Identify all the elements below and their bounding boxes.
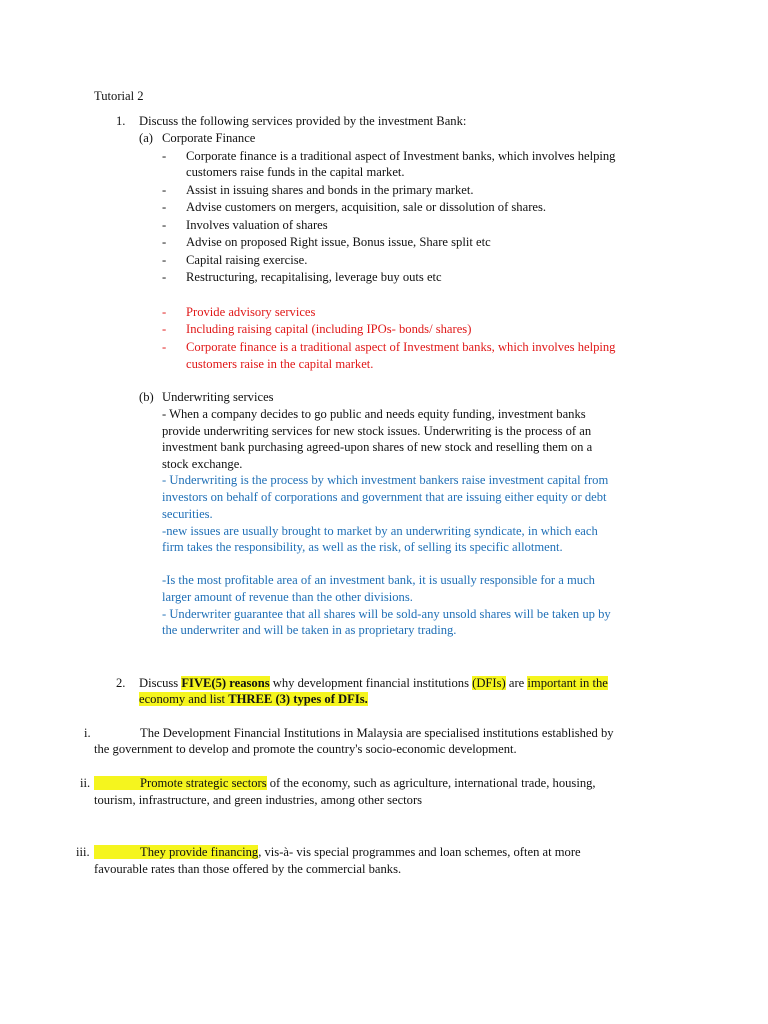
bullet-text: Advise customers on mergers, acquisition, sale or dissolution of shares. — [186, 200, 547, 214]
answer-ii-line2: tourism, infrastructure, and green industries, among other sectors — [94, 793, 423, 807]
bullet-text: Advise on proposed Right issue, Bonus issue, Share split etc — [186, 235, 491, 249]
doc-title: Tutorial 2 — [94, 89, 144, 103]
q1-number: 1. — [116, 114, 126, 128]
bullet-text: Restructuring, recapitalising, leverage buy outs etc — [186, 270, 442, 284]
answer-iii-line2: favourable rates than those offered by the commercial banks. — [94, 862, 402, 876]
answer-ii-highlight: Promote strategic sectors — [94, 776, 267, 790]
bullet-dash: - — [162, 305, 167, 319]
answer-iii-line1: They provide financing, vis-à- vis special programmes and loan schemes, often at more — [94, 844, 581, 860]
para-line: stock exchange. — [162, 457, 243, 471]
bullet-dash: - — [162, 218, 167, 232]
para-line-blue: -new issues are usually brought to market by an underwriting syndicate, in which each — [162, 524, 598, 538]
bullet-dash: - — [162, 200, 167, 214]
para-line-blue: the underwriter and will be taken in as proprietary trading. — [162, 623, 457, 637]
q1a-label: (a) — [139, 131, 153, 145]
para-line-blue: -Is the most profitable area of an investment bank, it is usually responsible for a much — [162, 573, 595, 587]
q2-text-line1: Discuss FIVE(5) reasons why development financial institutions (DFIs) are important in the — [139, 676, 608, 690]
bullet-dash: - — [162, 149, 167, 163]
bullet-dash: - — [162, 183, 167, 197]
q1b-label: (b) — [139, 390, 154, 404]
bullet-dash: - — [162, 253, 167, 267]
para-line: - When a company decides to go public and needs equity funding, investment banks — [162, 407, 586, 421]
bullet-text-red: Including raising capital (including IPOs- bonds/ shares) — [186, 322, 472, 336]
q2-text-line2: economy and list THREE (3) types of DFIs. — [139, 692, 368, 706]
q2-number: 2. — [116, 676, 126, 690]
answer-ii-number: ii. — [80, 776, 91, 790]
q2-highlight-five-reasons: FIVE(5) reasons — [181, 676, 270, 690]
para-line-blue: investors on behalf of corporations and government that are issuing either equity or debt — [162, 490, 607, 504]
bullet-dash: - — [162, 270, 167, 284]
bullet-text: customers raise funds in the capital market. — [186, 165, 405, 179]
answer-i-line2: the government to develop and promote the country's socio-economic development. — [94, 742, 517, 756]
bullet-text-red: customers raise in the capital market. — [186, 357, 374, 371]
para-line-blue: firm takes the responsibility, as well as the risk, of selling its specific allotment. — [162, 540, 563, 554]
q2-highlight-dfis: (DFIs) — [472, 676, 506, 690]
para-line-blue: - Underwriter guarantee that all shares will be sold-any unsold shares will be taken up by — [162, 607, 611, 621]
bullet-text: Assist in issuing shares and bonds in the primary market. — [186, 183, 474, 197]
bullet-text-red: Corporate finance is a traditional aspect of Investment banks, which involves helping — [186, 340, 616, 354]
q1a-heading: Corporate Finance — [162, 131, 256, 145]
bullet-text: Capital raising exercise. — [186, 253, 308, 267]
answer-iii-highlight: They provide financing — [94, 845, 258, 859]
answer-i-number: i. — [84, 726, 91, 740]
answer-i-line1: The Development Financial Institutions in Malaysia are specialised institutions established by — [140, 726, 614, 740]
para-line-blue: securities. — [162, 507, 213, 521]
q1-text: Discuss the following services provided by the investment Bank: — [139, 114, 467, 128]
q2-highlight-important: important in the — [527, 676, 608, 690]
q2-highlight-three-types: THREE (3) types of DFIs. — [228, 692, 368, 706]
answer-iii-number: iii. — [76, 845, 90, 859]
bullet-dash: - — [162, 340, 167, 354]
para-line-blue: larger amount of revenue than the other divisions. — [162, 590, 413, 604]
para-line: investment bank purchasing agreed-upon shares of new stock and reselling them on a — [162, 440, 593, 454]
para-line-blue: - Underwriting is the process by which investment bankers raise investment capital from — [162, 473, 609, 487]
q1b-heading: Underwriting services — [162, 390, 274, 404]
para-line: provide underwriting services for new stock issues. Underwriting is the process of an — [162, 424, 592, 438]
bullet-text-red: Provide advisory services — [186, 305, 316, 319]
answer-ii-line1: Promote strategic sectors of the economy, such as agriculture, international trade, housing, — [94, 775, 596, 791]
bullet-text: Corporate finance is a traditional aspect of Investment banks, which involves helping — [186, 149, 616, 163]
bullet-dash: - — [162, 235, 167, 249]
bullet-dash: - — [162, 322, 167, 336]
bullet-text: Involves valuation of shares — [186, 218, 328, 232]
